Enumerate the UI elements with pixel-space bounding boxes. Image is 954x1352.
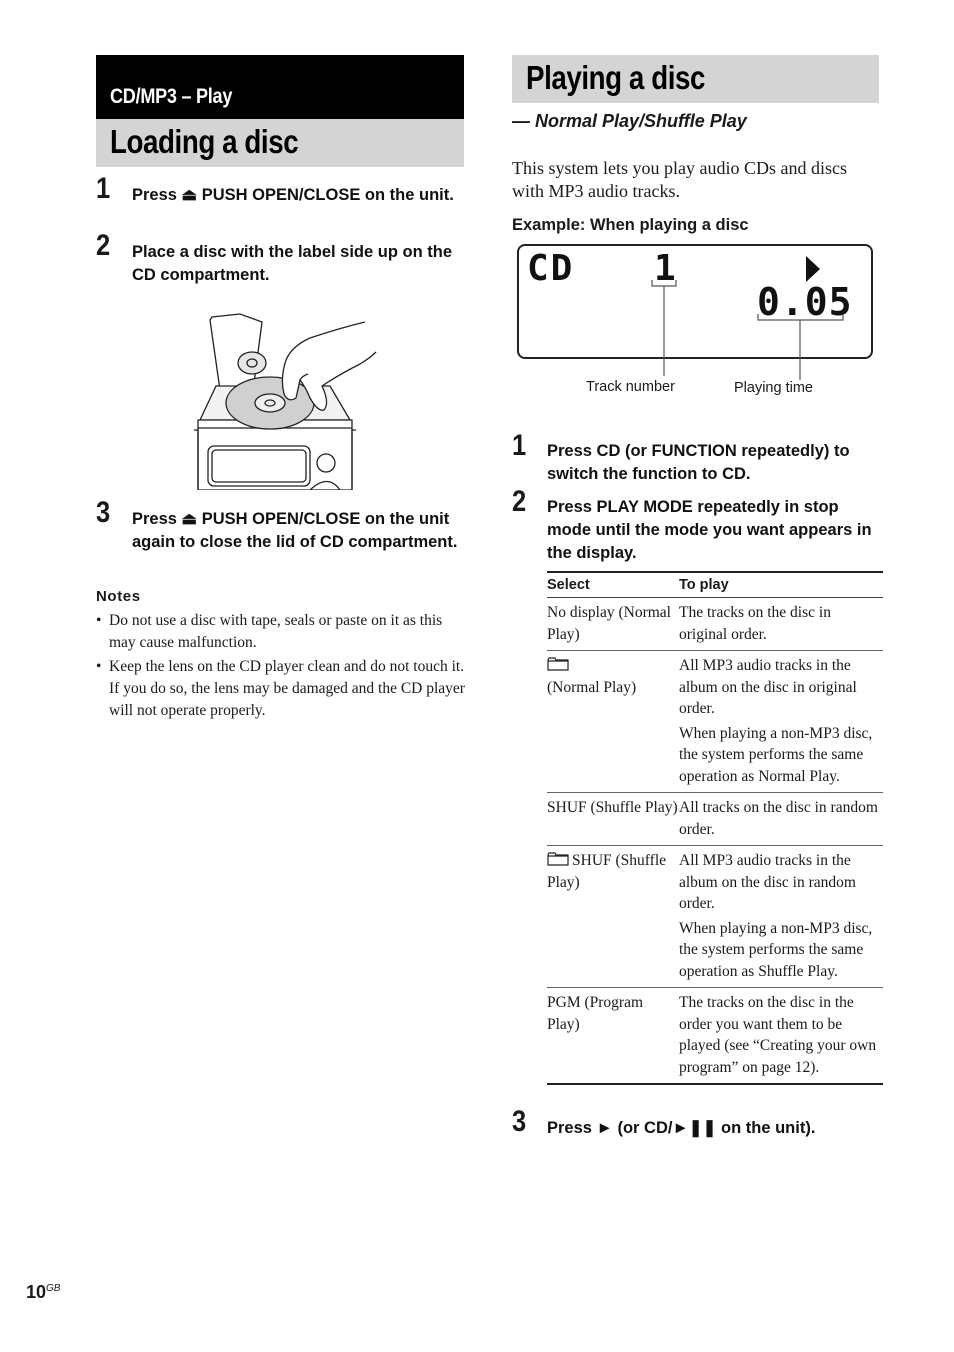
step-number: 3	[512, 1105, 527, 1138]
play-cell: All MP3 audio tracks in the album on the disc in original order. When playing a non-MP3 disc, the system performs the same operation as Normal Play.	[679, 651, 883, 793]
step-text: Press ⏏ PUSH OPEN/CLOSE on the unit.	[132, 186, 454, 204]
loading-disc-illustration	[190, 308, 380, 490]
page-title-loading: Loading a disc	[110, 123, 299, 160]
page-title-playing: Playing a disc	[526, 59, 705, 96]
step-text: Place a disc with the label side up on the CD compartment.	[132, 243, 452, 284]
section-header	[96, 55, 464, 119]
display-callout-lines	[640, 276, 860, 386]
select-cell: No display (Normal Play)	[547, 598, 679, 651]
table-row	[547, 846, 883, 988]
play-cell: The tracks on the disc in the order you want them to be played (see “Creating your own program” on page 12).	[679, 988, 883, 1085]
track-number-label: Track number	[586, 379, 675, 395]
column-header: Select	[547, 572, 679, 598]
step-text: Press ► (or CD/►❚❚ on the unit).	[547, 1119, 816, 1137]
step-text: Press PLAY MODE repeatedly in stop mode until the mode you want appears in the display.	[547, 498, 872, 562]
column-header: To play	[679, 572, 883, 598]
step-number: 3	[96, 496, 111, 529]
folder-icon	[547, 851, 569, 864]
example-label: Example: When playing a disc	[512, 216, 749, 234]
note-item: • Keep the lens on the CD player clean and do not touch it. If you do so, the lens may be damaged and the CD player will not operate properly.	[96, 658, 465, 719]
play-cell: All tracks on the disc in random order.	[679, 793, 883, 846]
page-number: $10^{GB}$	[26, 1282, 61, 1302]
select-cell: SHUF (Shuffle Play)	[547, 846, 679, 988]
step-number: 2	[96, 229, 111, 262]
intro-text: This system lets you play audio CDs and discs with MP3 audio tracks.	[512, 158, 847, 201]
play-mode-table	[547, 571, 883, 1085]
subtitle: — Normal Play/Shuffle Play	[512, 111, 747, 131]
display-source: CD	[527, 248, 575, 289]
playing-time-label: Playing time	[734, 380, 813, 396]
table-header-row	[547, 572, 883, 598]
title-bar-loading	[96, 119, 464, 167]
display-track: 1	[654, 248, 676, 289]
select-cell: (Normal Play)	[547, 651, 679, 793]
step-text: Press ⏏ PUSH OPEN/CLOSE on the unit again to close the lid of CD compartment.	[132, 510, 458, 551]
step-number: 1	[512, 429, 527, 462]
table-row	[547, 988, 883, 1085]
table-row	[547, 793, 883, 846]
play-cell: All MP3 audio tracks in the album on the disc in random order. When playing a non-MP3 disc, the system performs the same operation as Shuffle Play.	[679, 846, 883, 988]
title-bar-playing	[512, 55, 879, 103]
play-cell: The tracks on the disc in original order.	[679, 598, 883, 651]
step-number: 2	[512, 485, 527, 518]
note-item: • Do not use a disc with tape, seals or paste on it as this may cause malfunction.	[96, 612, 443, 651]
step-number: 1	[96, 172, 111, 205]
folder-icon	[547, 656, 569, 669]
table-row	[547, 598, 883, 651]
select-cell: PGM (Program Play)	[547, 988, 679, 1085]
display-time: 0.05	[757, 280, 853, 324]
table-row	[547, 651, 883, 793]
notes-heading: Notes	[96, 588, 141, 605]
step-text: Press CD (or FUNCTION repeatedly) to switch the function to CD.	[547, 442, 850, 483]
section-label: CD/MP3 – Play	[110, 85, 233, 108]
select-cell: SHUF (Shuffle Play)	[547, 793, 679, 846]
